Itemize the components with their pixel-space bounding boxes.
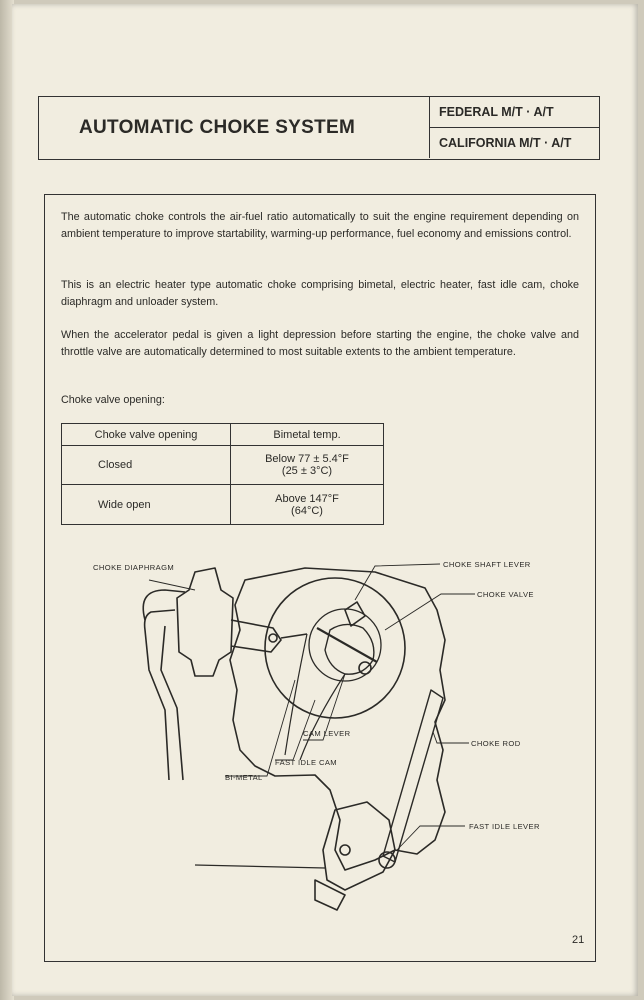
table-header-cell: Choke valve opening: [62, 424, 231, 446]
table-cell-temp: [231, 446, 384, 485]
table-row: [62, 446, 384, 485]
temp-line: (25 ± 3°C): [281, 465, 333, 477]
content-box: [44, 194, 596, 962]
label-choke-diaphragm: CHOKE DIAPHRAGM: [93, 563, 175, 572]
manual-page: [12, 4, 638, 996]
paragraph-operation: When the accelerator pedal is given a light depression before starting the engine, the choke valve and throttle valve are automatically determined to most suitable extents to the ambient temperature.: [61, 329, 579, 358]
carburetor-drawing: [143, 568, 445, 910]
choke-diagram: [45, 550, 594, 960]
label-fast-idle-lever: FAST IDLE LEVER: [469, 822, 540, 831]
section-header: [38, 96, 600, 160]
choke-opening-table: [61, 423, 384, 525]
label-fast-idle-cam: FAST IDLE CAM: [275, 758, 338, 767]
label-choke-shaft-lever: CHOKE SHAFT LEVER: [443, 560, 531, 569]
table-row: [62, 485, 384, 525]
paragraph-intro: The automatic choke controls the air-fuel ratio automatically to suit the engine requirement depending on ambient temperature to improve startability, warming-up performance, fuel economy and emissions control.: [61, 211, 579, 240]
label-choke-rod: CHOKE ROD: [471, 739, 521, 748]
paragraph-type: This is an electric heater type automatic choke comprising bimetal, electric heater, fast idle cam, choke diaphragm and unloader system.: [61, 279, 579, 308]
table-cell-temp: [231, 485, 384, 525]
applicability-california: CALIFORNIA M/T · A/T: [439, 136, 572, 150]
applicability-federal: FEDERAL M/T · A/T: [430, 97, 600, 128]
label-bi-metal: BI-METAL: [225, 773, 263, 782]
table-cell-opening: Wide open: [62, 485, 231, 525]
table-cell-opening: Closed: [62, 446, 231, 485]
page-number: 21: [572, 934, 585, 946]
table-caption: Choke valve opening:: [61, 394, 165, 406]
temp-line: Above 147°F: [275, 492, 339, 505]
applicability-box: [429, 97, 600, 158]
temp-line: (64°C): [291, 504, 323, 517]
table-header-row: [62, 424, 384, 446]
label-cam-lever: CAM LEVER: [303, 729, 351, 738]
section-title: AUTOMATIC CHOKE SYSTEM: [79, 117, 356, 138]
label-choke-valve: CHOKE VALVE: [477, 590, 534, 599]
temp-line: Below 77 ± 5.4°F: [265, 453, 349, 465]
table-header-cell: Bimetal temp.: [231, 424, 384, 446]
